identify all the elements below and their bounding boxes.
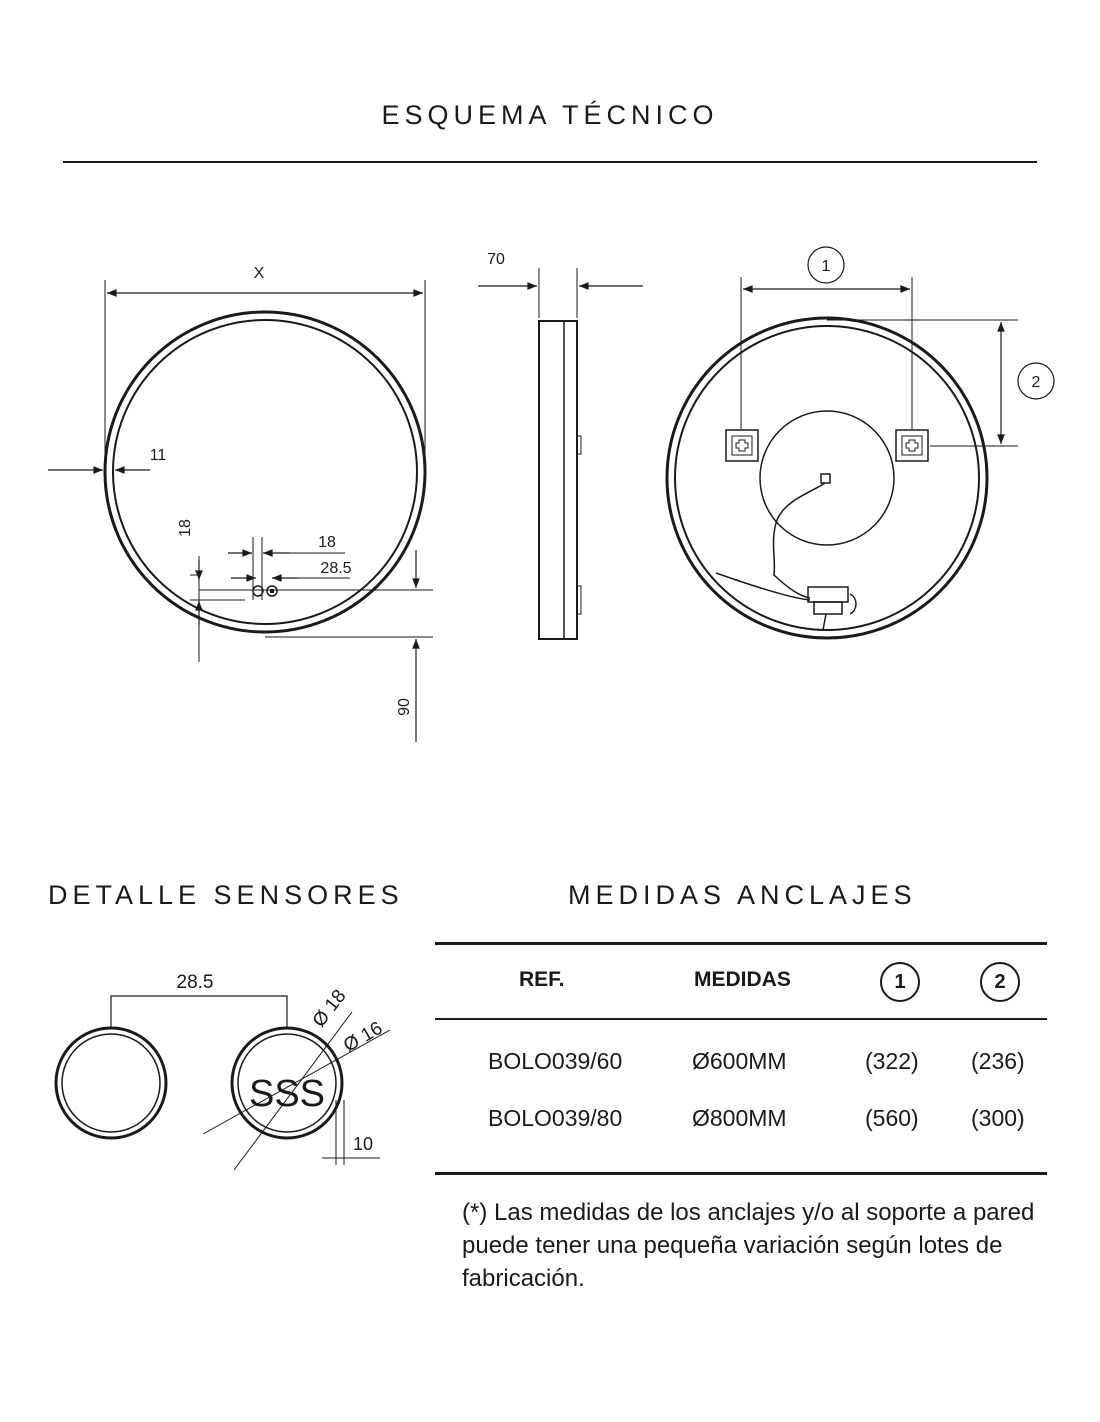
mirror-outer-circle bbox=[105, 312, 425, 632]
table-header-rule bbox=[435, 1018, 1047, 1020]
sensor-spacing-label: 28.5 bbox=[320, 560, 352, 577]
sensor-horizontal-label: 18 bbox=[318, 534, 336, 551]
back-center-plate bbox=[760, 411, 894, 545]
depth-label: 70 bbox=[487, 251, 505, 268]
sensor-text: SSS bbox=[248, 1073, 326, 1115]
inner-diameter-label: Ø 16 bbox=[340, 1017, 387, 1057]
row-col2: (236) bbox=[971, 1048, 1025, 1074]
mirror-side-profile bbox=[539, 321, 577, 639]
column-header-ref: REF. bbox=[519, 968, 565, 991]
front-view bbox=[48, 280, 433, 742]
row-col1: (560) bbox=[865, 1105, 919, 1131]
row-ref: BOLO039/80 bbox=[488, 1105, 623, 1131]
detail-sensor-left-inner bbox=[62, 1034, 160, 1132]
anchors-note: (*) Las medidas de los anclajes y/o al soporte a pared puede tener una pequeña variación según lotes de fabricación. bbox=[462, 1199, 1035, 1292]
detail-sensor-left-outer bbox=[56, 1028, 166, 1138]
outer-diameter-label: Ø 18 bbox=[308, 985, 351, 1032]
row-col1: (322) bbox=[865, 1048, 919, 1074]
sensor-detail bbox=[56, 996, 390, 1170]
column-header-2: 2 bbox=[980, 962, 1020, 1002]
row-medidas: Ø800MM bbox=[692, 1105, 787, 1131]
back-outer-circle bbox=[667, 318, 987, 638]
table-top-rule bbox=[435, 942, 1047, 945]
row-col2: (300) bbox=[971, 1105, 1025, 1131]
anchors-section-title: MEDIDAS ANCLAJES bbox=[568, 880, 917, 910]
column-header-1: 1 bbox=[880, 962, 920, 1002]
table-bottom-rule bbox=[435, 1172, 1047, 1175]
sensors-section-title: DETALLE SENSORES bbox=[48, 880, 404, 910]
column-header-medidas: MEDIDAS bbox=[694, 968, 791, 991]
anchor-right bbox=[896, 430, 928, 461]
power-connector bbox=[808, 587, 848, 602]
bottom-offset-label: 90 bbox=[396, 698, 413, 716]
side-view bbox=[478, 268, 643, 639]
row-medidas: Ø600MM bbox=[692, 1048, 787, 1074]
offset-label: 10 bbox=[352, 1134, 374, 1154]
mirror-inner-circle bbox=[113, 320, 417, 624]
sensor-vertical-label: 18 bbox=[177, 519, 194, 537]
detail-spacing-label: 28.5 bbox=[176, 972, 214, 993]
frame-label: 11 bbox=[149, 447, 167, 464]
anchor-left bbox=[726, 430, 758, 461]
back-inner-circle bbox=[675, 326, 979, 630]
anchor-vertical-ref: 2 bbox=[1031, 374, 1041, 391]
row-ref: BOLO039/60 bbox=[488, 1048, 623, 1074]
width-label: X bbox=[253, 265, 265, 282]
page-title: ESQUEMA TÉCNICO bbox=[381, 100, 719, 130]
anchor-horizontal-ref: 1 bbox=[821, 258, 831, 275]
back-view bbox=[667, 247, 1054, 638]
